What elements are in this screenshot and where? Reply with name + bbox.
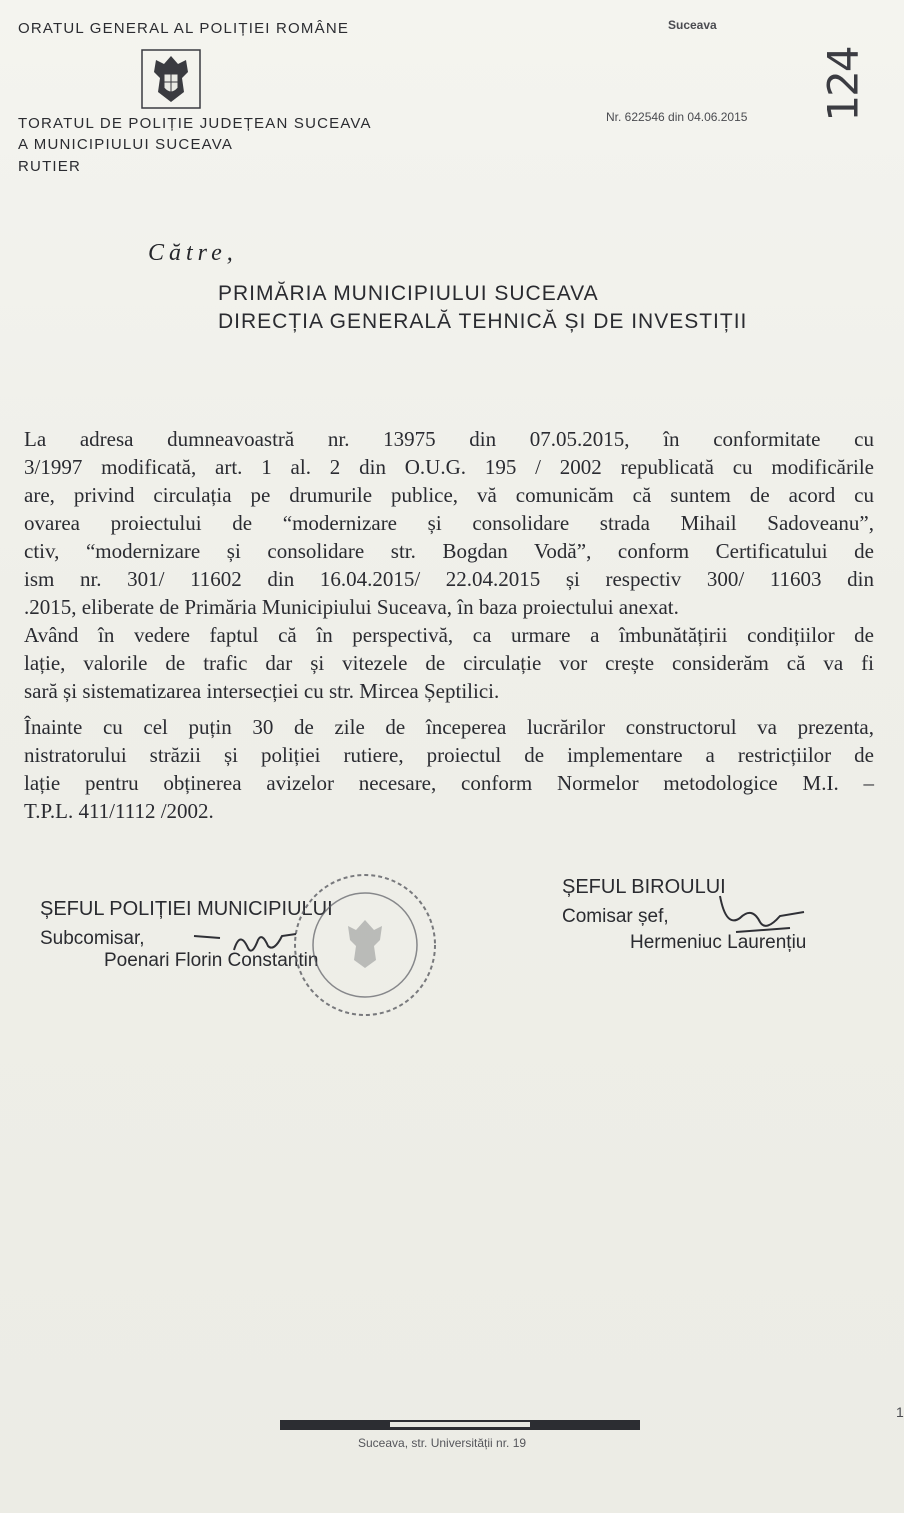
- body-line: T.P.L. 411/1112 /2002.: [24, 799, 214, 823]
- right-signature-rank: Comisar șef,: [562, 906, 669, 927]
- left-signature-name: Poenari Florin Constantin: [104, 950, 319, 971]
- footer-bar: [280, 1420, 640, 1430]
- left-signature-rank: Subcomisar,: [40, 928, 145, 949]
- right-signature-mark-icon: [700, 888, 810, 948]
- body-line: La adresa dumneavoastră nr. 13975 din 07.05.2015, în conformitate cu: [24, 427, 874, 451]
- official-stamp-icon: [290, 870, 440, 1020]
- right-signature-title: ȘEFUL BIROULUI: [562, 876, 726, 898]
- handwritten-number: 124: [818, 47, 868, 122]
- header-line-3: A MUNICIPIULUI SUCEAVA: [18, 136, 234, 153]
- body-line: .2015, eliberate de Primăria Municipiului Suceava, în baza proiectului anexat.: [24, 595, 679, 619]
- body-line: lație pentru obținerea avizelor necesare, conform Normelor metodologice M.I. –: [24, 771, 874, 795]
- addressee-line-2: DIRECȚIA GENERALĂ TEHNICĂ ȘI DE INVESTIȚII: [218, 310, 748, 333]
- header-city: Suceava: [668, 18, 717, 32]
- body-line: ctiv, “modernizare și consolidare str. Bogdan Vodă”, conform Certificatului de: [24, 539, 874, 563]
- left-signature-title: ȘEFUL POLIȚIEI MUNICIPIULUI: [40, 898, 333, 920]
- addressee-salutation: Către,: [148, 240, 238, 266]
- header-line-1: ORATUL GENERAL AL POLIȚIEI ROMÂNE: [18, 20, 350, 37]
- body-line: sară și sistematizarea intersecției cu str. Mircea Șeptilici.: [24, 679, 500, 703]
- body-line: ism nr. 301/ 11602 din 16.04.2015/ 22.04.2015 și respectiv 300/ 11603 din: [24, 567, 874, 591]
- coat-of-arms-icon: [136, 44, 206, 114]
- header-line-4: RUTIER: [18, 158, 82, 175]
- right-signature-name: Hermeniuc Laurențiu: [630, 932, 807, 953]
- body-line: nistratorului străzii și poliției rutiere, proiectul de implementare a restricțiilor de: [24, 743, 874, 767]
- body-line: ovarea proiectului de “modernizare și consolidare strada Mihail Sadoveanu”,: [24, 511, 874, 535]
- header-line-2: TORATUL DE POLIȚIE JUDEȚEAN SUCEAVA: [18, 115, 372, 132]
- page-marker: 1: [896, 1404, 904, 1420]
- body-line: 3/1997 modificată, art. 1 al. 2 din O.U.G. 195 / 2002 republicată cu modificările: [24, 455, 874, 479]
- left-signature-mark-icon: [190, 922, 300, 962]
- body-line: lație, valorile de trafic dar și vitezele de circulație vor crește considerăm că va fi: [24, 651, 874, 675]
- body-line: Având în vedere faptul că în perspectivă, ca urmare a îmbunătățirii condițiilor de: [24, 623, 874, 647]
- body-line: are, privind circulația pe drumurile publice, vă comunicăm că suntem de acord cu: [24, 483, 874, 507]
- footer-address: Suceava, str. Universității nr. 19: [358, 1436, 527, 1450]
- addressee-line-1: PRIMĂRIA MUNICIPIULUI SUCEAVA: [218, 282, 599, 305]
- registration-number: Nr. 622546 din 04.06.2015: [606, 110, 748, 124]
- body-line: Înainte cu cel puțin 30 de zile de începerea lucrărilor constructorul va prezenta,: [24, 715, 874, 739]
